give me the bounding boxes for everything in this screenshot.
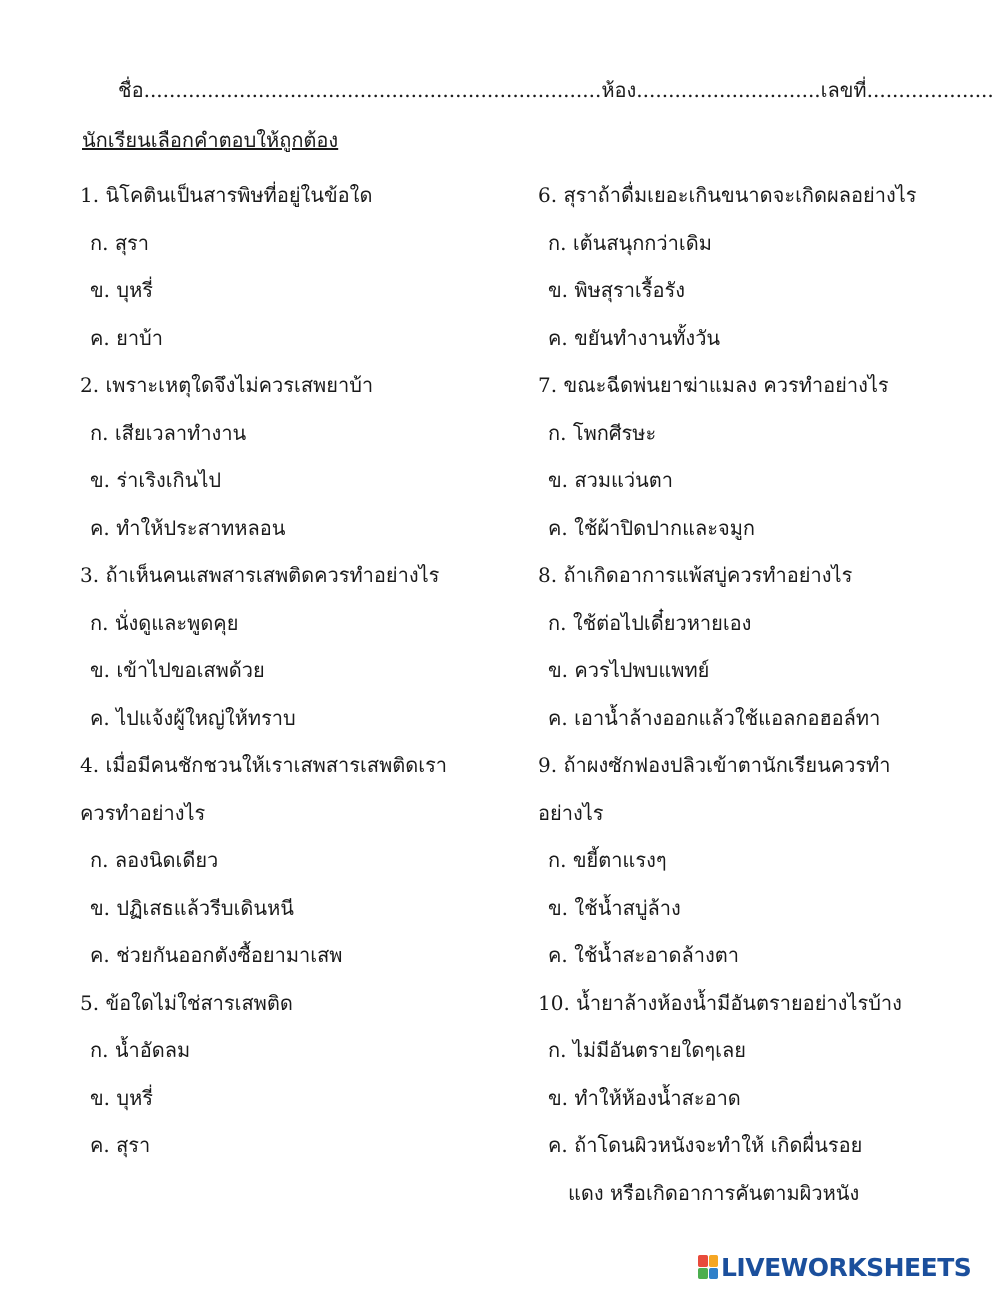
answer-option[interactable]: ข. ใช้น้ำสบู่ล้าง	[548, 895, 681, 920]
question-text: 5. ข้อใดไม่ใช่สารเสพติด	[80, 990, 293, 1015]
number-field[interactable]: ....................	[866, 78, 994, 102]
answer-option[interactable]: ค. สุรา	[90, 1133, 151, 1157]
question-text: 10. น้ำยาล้างห้องน้ำมีอันตรายอย่างไรบ้าง	[538, 990, 902, 1015]
answer-option[interactable]: ข. ทำให้ห้องน้ำสะอาด	[548, 1085, 741, 1110]
question-text: 1. นิโคตินเป็นสารพิษที่อยู่ในข้อใด	[80, 183, 373, 207]
answer-option[interactable]: ค. ไปแจ้งผู้ใหญ่ให้ทราบ	[90, 705, 296, 730]
question-text: 6. สุราถ้าดื่มเยอะเกินขนาดจะเกิดผลอย่างไร	[538, 183, 917, 207]
answer-option[interactable]: ค. ช่วยกันออกตังซื้อยามาเสพ	[90, 943, 343, 967]
room-label: ห้อง	[601, 78, 637, 102]
question-text: 4. เมื่อมีคนชักชวนให้เราเสพสารเสพติดเรา	[80, 753, 448, 777]
question-text: 8. ถ้าเกิดอาการแพ้สบู่ควรทำอย่างไร	[538, 563, 853, 587]
name-field[interactable]: ........................................................................	[143, 78, 602, 102]
answer-option[interactable]: ก. เสียเวลาทำงาน	[90, 420, 247, 445]
question-text-continued: ควรทำอย่างไร	[80, 800, 206, 825]
answer-option[interactable]: ค. ใช้น้ำสะอาดล้างตา	[548, 943, 739, 967]
liveworksheets-logo	[698, 1252, 971, 1282]
question-text: 2. เพราะเหตุใดจึงไม่ควรเสพยาบ้า	[80, 373, 374, 397]
answer-option[interactable]: ข. บุหรี่	[90, 1085, 154, 1110]
answer-option[interactable]: ก. สุรา	[90, 230, 150, 255]
logo-text: LIVEWORKSHEETS	[721, 1252, 972, 1282]
right-question-column	[538, 172, 978, 1217]
question-text: 7. ขณะฉีดพ่นยาฆ่าแมลง ควรทำอย่างไร	[538, 373, 889, 397]
question-text: 3. ถ้าเห็นคนเสพสารเสพติดควรทำอย่างไร	[80, 563, 440, 587]
answer-option[interactable]: ข. บุหรี่	[90, 278, 154, 302]
answer-option[interactable]: ข. ควรไปพบแพทย์	[548, 658, 710, 682]
logo-mark-tile	[698, 1255, 708, 1267]
answer-option[interactable]: ก. ลองนิดเดียว	[90, 848, 219, 872]
student-info-header	[118, 74, 994, 106]
question-text: 9. ถ้าผงซักฟองปลิวเข้าตานักเรียนควรทำ	[538, 753, 891, 777]
name-label: ชื่อ	[118, 78, 144, 102]
answer-option[interactable]: ข. พิษสุราเรื้อรัง	[548, 278, 686, 302]
answer-option[interactable]: ก. โพกศีรษะ	[548, 420, 657, 445]
answer-option[interactable]: ค. ทำให้ประสาทหลอน	[90, 515, 286, 540]
answer-option[interactable]: ก. ใช้ต่อไปเดี๋ยวหายเอง	[548, 610, 752, 635]
room-field[interactable]: .............................	[636, 78, 821, 102]
number-label: เลขที่	[820, 78, 867, 102]
answer-option[interactable]: ค. เอาน้ำล้างออกแล้วใช้แอลกอฮอล์ทา	[548, 705, 881, 730]
liveworksheets-mark-icon	[698, 1255, 718, 1279]
logo-mark-tile	[709, 1255, 719, 1267]
answer-option[interactable]: ค. ขยันทำงานทั้งวัน	[548, 325, 721, 350]
logo-mark-tile	[709, 1268, 719, 1280]
answer-option[interactable]: ก. น้ำอัดลม	[90, 1038, 191, 1062]
answer-option[interactable]: ค. ยาบ้า	[90, 325, 163, 350]
answer-option[interactable]: ค. ใช้ผ้าปิดปากและจมูก	[548, 515, 756, 540]
answer-option[interactable]: ข. เข้าไปขอเสพด้วย	[90, 658, 265, 682]
answer-option-continued[interactable]: แดง หรือเกิดอาการคันตามผิวหนัง	[568, 1180, 860, 1205]
answer-option[interactable]: ข. ปฏิเสธแล้วรีบเดินหนี	[90, 895, 294, 920]
logo-mark-tile	[698, 1268, 708, 1280]
answer-option[interactable]: ก. เต้นสนุกกว่าเดิม	[548, 230, 712, 255]
answer-option[interactable]: ก. ไม่มีอันตรายใดๆเลย	[548, 1038, 746, 1062]
answer-option[interactable]: ก. นั่งดูและพูดคุย	[90, 610, 239, 635]
instruction-heading: นักเรียนเลือกคำตอบให้ถูกต้อง	[82, 128, 339, 152]
answer-option[interactable]: ข. ร่าเริงเกินไป	[90, 468, 222, 492]
answer-option[interactable]: ก. ขยี้ตาแรงๆ	[548, 848, 667, 872]
question-text-continued: อย่างไร	[538, 800, 604, 825]
answer-option[interactable]: ค. ถ้าโดนผิวหนังจะทำให้ เกิดผื่นรอย	[548, 1133, 863, 1157]
answer-option[interactable]: ข. สวมแว่นตา	[548, 468, 674, 492]
left-question-column	[80, 172, 510, 1170]
